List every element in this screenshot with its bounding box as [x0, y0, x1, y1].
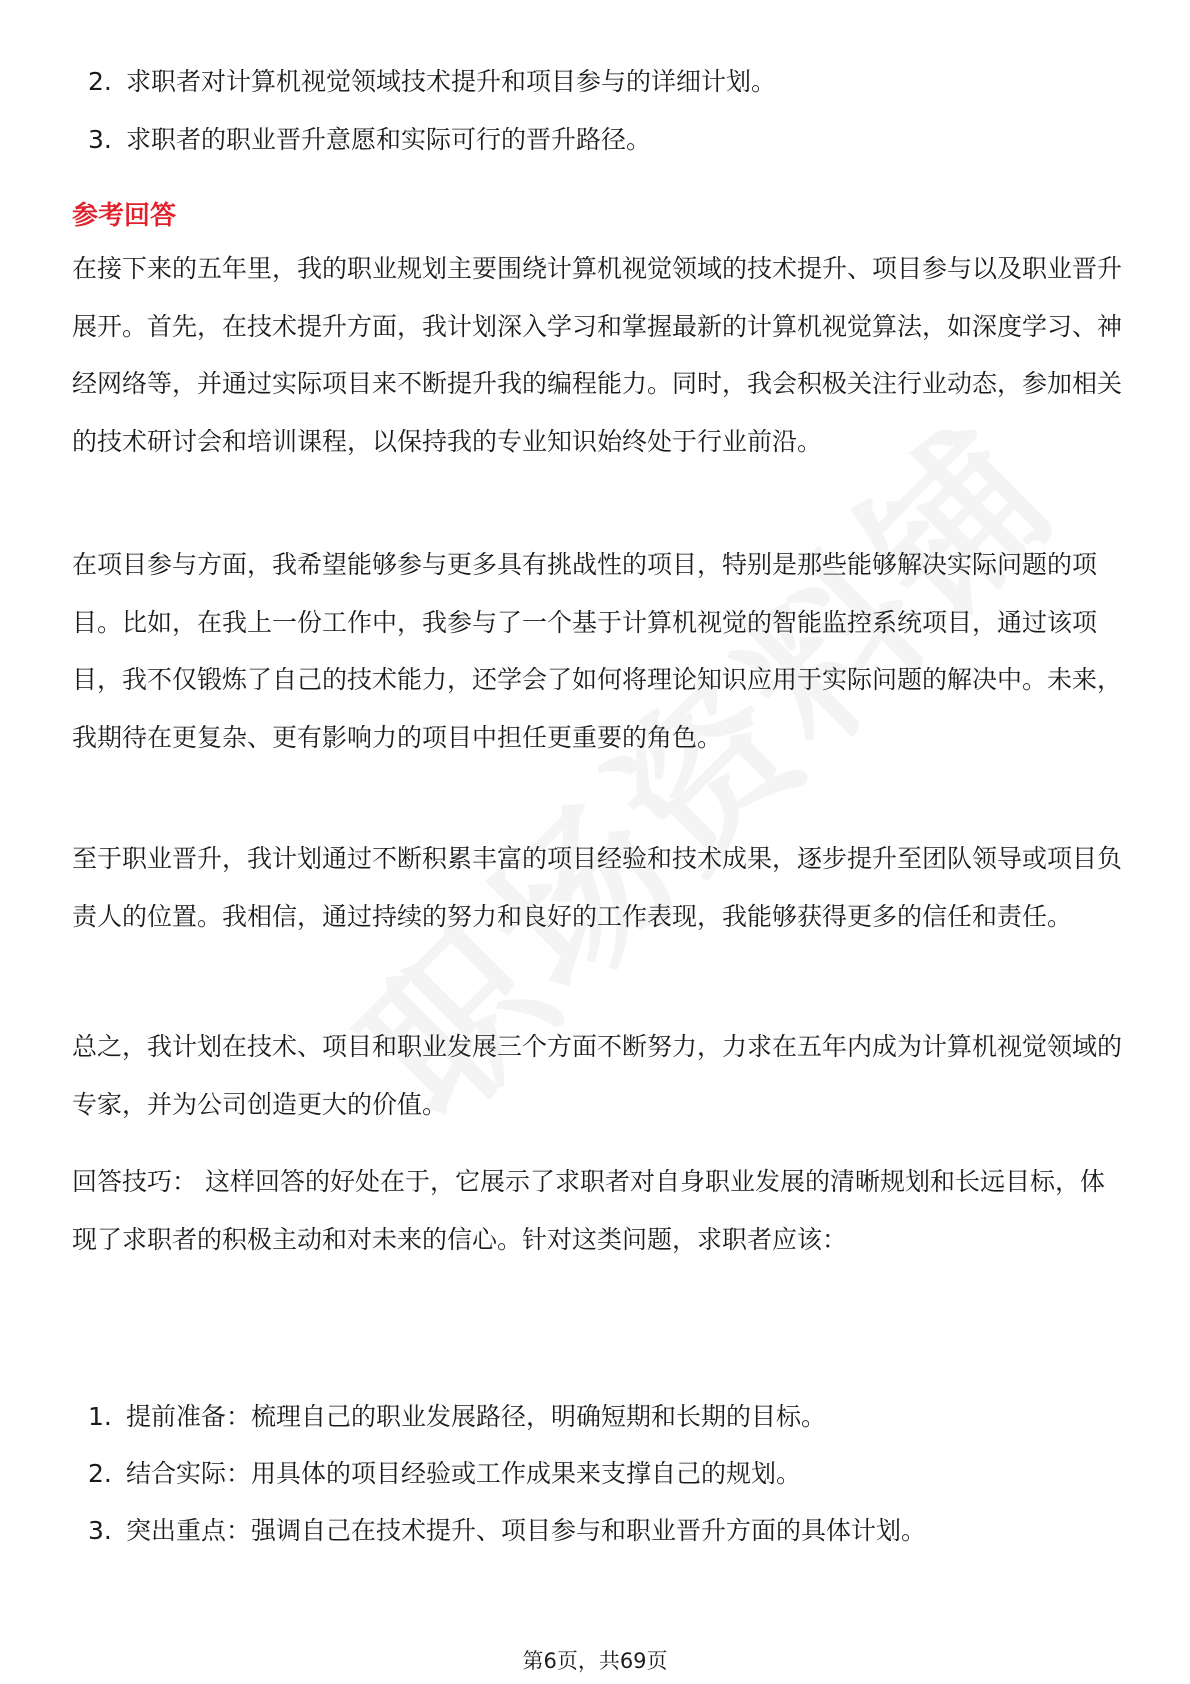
- list-item: [72, 1513, 926, 1549]
- paragraph: 总之，我计划在技术、项目和职业发展三个方面不断努力，力求在五年内成为计算机视觉领域的专家，并为公司创造更大的价值。: [72, 1032, 1123, 1119]
- paragraph: 在接下来的五年里，我的职业规划主要围绕计算机视觉领域的技术提升、项目参与以及职业晋升展开。首先，在技术提升方面，我计划深入学习和掌握最新的计算机视觉算法，如深度学习、神经网络等，并通过实际项目来不断提升我的编程能力。同时，我会积极关注行业动态，参加相关的技术研讨会和培训课程，以保持我的专业知识始终处于行业前沿。: [72, 254, 1123, 456]
- tips-list: [72, 1399, 926, 1570]
- list-item-text: 求职者的职业晋升意愿和实际可行的晋升路径。: [126, 125, 652, 154]
- list-item-number: 3.: [88, 1516, 112, 1545]
- list-item: [72, 1399, 926, 1435]
- list-item-text: 求职者对计算机视觉领域技术提升和项目参与的详细计划。: [126, 67, 777, 96]
- list-item-number: 3.: [88, 125, 112, 154]
- list-item-number: 2.: [88, 67, 112, 96]
- section-heading: 参考回答: [72, 201, 177, 231]
- list-item-text: 提前准备：梳理自己的职业发展路径，明确短期和长期的目标。: [126, 1402, 827, 1431]
- paragraph: 至于职业晋升，我计划通过不断积累丰富的项目经验和技术成果，逐步提升至团队领导或项目负责人的位置。我相信，通过持续的努力和良好的工作表现，我能够获得更多的信任和责任。: [72, 844, 1123, 931]
- list-item: [72, 64, 776, 100]
- list-item-text: 突出重点：强调自己在技术提升、项目参与和职业晋升方面的具体计划。: [126, 1516, 927, 1545]
- list-item: [72, 1456, 926, 1492]
- list-item-number: 2.: [88, 1459, 112, 1488]
- paragraph: 在项目参与方面，我希望能够参与更多具有挑战性的项目，特别是那些能够解决实际问题的项目。比如，在我上一份工作中，我参与了一个基于计算机视觉的智能监控系统项目，通过该项目，我不仅锻炼了自己的技术能力，还学会了如何将理论知识应用于实际问题的解决中。未来，我期待在更复杂、更有影响力的项目中担任更重要的角色。: [72, 550, 1123, 752]
- list-item: [72, 122, 776, 158]
- criteria-list: [72, 64, 776, 180]
- page-footer: 第6页，共69页: [522, 1649, 668, 1673]
- list-item-number: 1.: [88, 1402, 112, 1431]
- list-item-text: 结合实际：用具体的项目经验或工作成果来支撑自己的规划。: [126, 1459, 802, 1488]
- answer-tips-paragraph: 回答技巧： 这样回答的好处在于，它展示了求职者对自身职业发展的清晰规划和长远目标，体现了求职者的积极主动和对未来的信心。针对这类问题，求职者应该：: [72, 1167, 1105, 1254]
